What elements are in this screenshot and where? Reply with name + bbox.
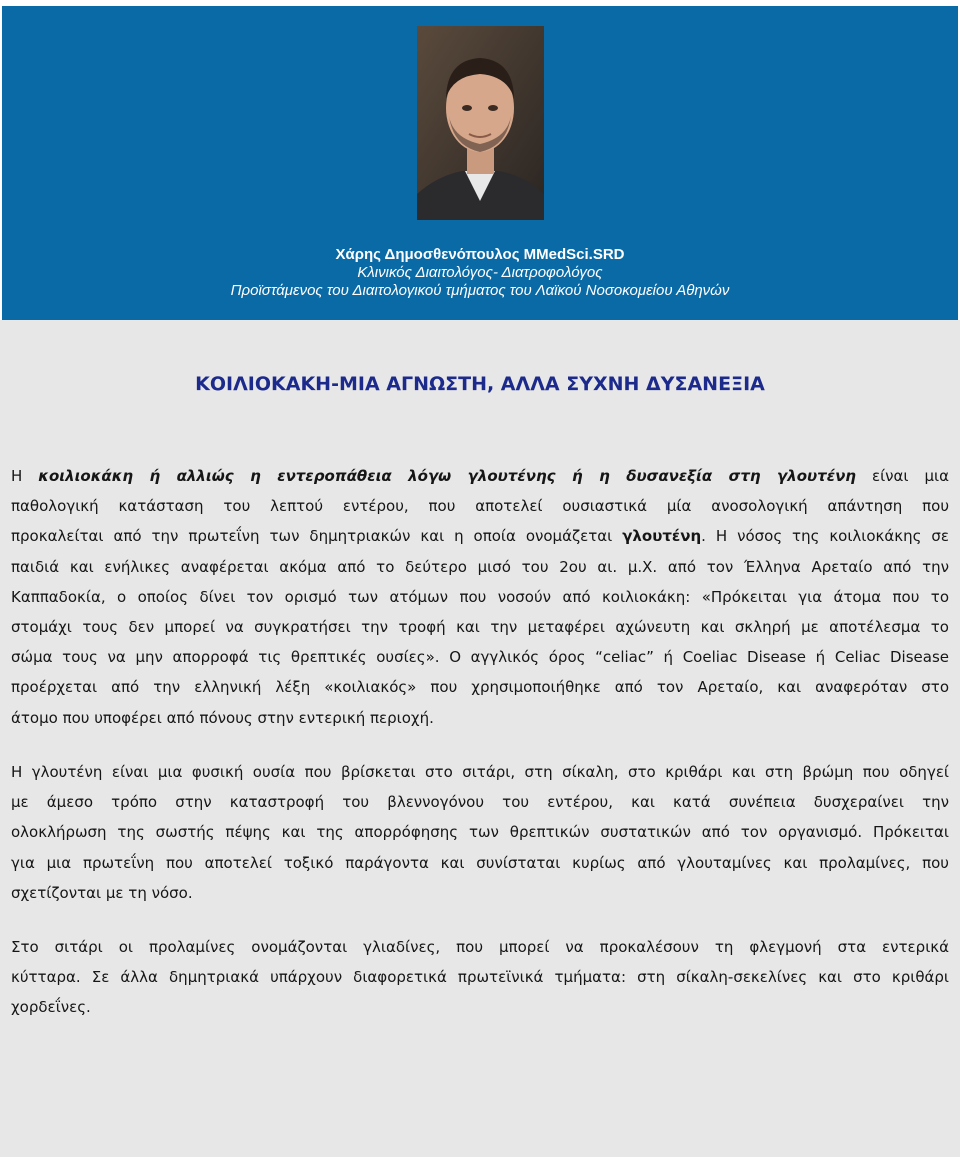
text-run: Η <box>11 467 39 485</box>
paragraph-line: σχετίζονται με τη νόσο. <box>11 883 193 902</box>
paragraph-line: άτομο που υποφέρει από πόνους στην εντερική περιοχή. <box>11 708 434 727</box>
text-run: είναι μια <box>855 467 949 485</box>
author-name: Χάρης Δημοσθενόπουλος MMedSci.SRD <box>335 246 625 263</box>
paragraph-line: στομάχι τους δεν μπορεί να συγκρατήσει την τροφή και την μεταφέρει αχώνευτη και σκληρή με αποτέλεσμα το <box>11 618 949 637</box>
paragraph-line: Καππαδοκία, ο οποίος δίνει τον ορισμό των ατόμων που νοσούν από κοιλιοκάκη: «Πρόκειται για άτομα που το <box>11 587 949 606</box>
paragraph-line <box>11 521 949 551</box>
paragraph-line: σώμα τους να μην απορροφά τις θρεπτικές ουσίες». Ο αγγλικός όρος “celiac” ή Coeliac Disease ή Celiac Disease <box>11 648 949 667</box>
paragraph-line: παιδιά και ενήλικες αναφέρεται ακόμα από το δεύτερο μισό του 2ου αι. μ.Χ. από τον Έλληνα Αρεταίο από την <box>11 557 949 576</box>
bold-term: γλουτένη <box>622 527 702 546</box>
paragraph-line: για μια πρωτεΐνη που αποτελεί τοξικό παράγοντα και συνίσταται κυρίως από γλουταμίνες και προλαμίνες, που <box>11 853 949 872</box>
paragraph-line: με άμεσο τρόπο στην καταστροφή του βλεννογόνου του εντέρου, και κατά συνέπεια δυσχεραίνει την <box>11 793 949 812</box>
paragraph-intro <box>11 461 949 733</box>
author-role: Κλινικός Διαιτολόγος- Διατροφολόγος <box>357 264 603 281</box>
text-run: προκαλείται από την πρωτεΐνη των δημητριακών και η οποία ονομάζεται <box>11 527 623 546</box>
paragraph-line: ολοκλήρωση της σωστής πέψης και της απορρόφησης των θρεπτικών συστατικών από τον οργανισμό. Πρόκειται <box>11 823 949 842</box>
author-photo <box>417 26 544 220</box>
paragraph-gluten <box>11 757 949 908</box>
paragraph-line: κύτταρα. Σε άλλα δημητριακά υπάρχουν διαφορετικά πρωτεϊνικά τμήματα: στη σίκαλη-σεκελίνες και στο κριθάρι <box>11 968 949 987</box>
paragraph-line <box>11 461 949 491</box>
paragraph-prolamins <box>11 932 949 1023</box>
paragraph-line: Η γλουτένη είναι μια φυσική ουσία που βρίσκεται στο σιτάρι, στη σίκαλη, στο κριθάρι και στη βρώμη που οδηγεί <box>11 763 949 781</box>
paragraph-line: παθολογική κατάσταση του λεπτού εντέρου, που αποτελεί ουσιαστικά μία ανοσολογική απάντηση που <box>11 497 949 516</box>
emphasis-text: κοιλιοκάκη ή αλλιώς η εντεροπάθεια λόγω γλουτένης ή η δυσανεξία στη γλουτένη <box>38 467 856 485</box>
article-title: ΚΟΙΛΙΟΚΑΚΗ-ΜΙΑ ΑΓΝΩΣΤΗ, ΑΛΛΑ ΣΥΧΝΗ ΔΥΣΑΝΕΞΙΑ <box>195 373 765 395</box>
paragraph-line: χορδεΐνες. <box>11 998 91 1017</box>
author-department: Προϊστάμενος του Διαιτολογικού τμήματος του Λαϊκού Νοσοκομείου Αθηνών <box>230 282 730 299</box>
paragraph-line: προέρχεται από την ελληνική λέξη «κοιλιακός» που χρησιμοποιήθηκε από τον Αρεταίο, και αναφερόταν στο <box>11 678 949 697</box>
text-run: . Η νόσος της κοιλιοκάκης σε <box>701 527 949 546</box>
article-body <box>0 320 960 1157</box>
paragraph-line: Στο σιτάρι οι προλαμίνες ονομάζονται γλιαδίνες, που μπορεί να προκαλέσουν τη φλεγμονή στα εντερικά <box>11 938 949 956</box>
